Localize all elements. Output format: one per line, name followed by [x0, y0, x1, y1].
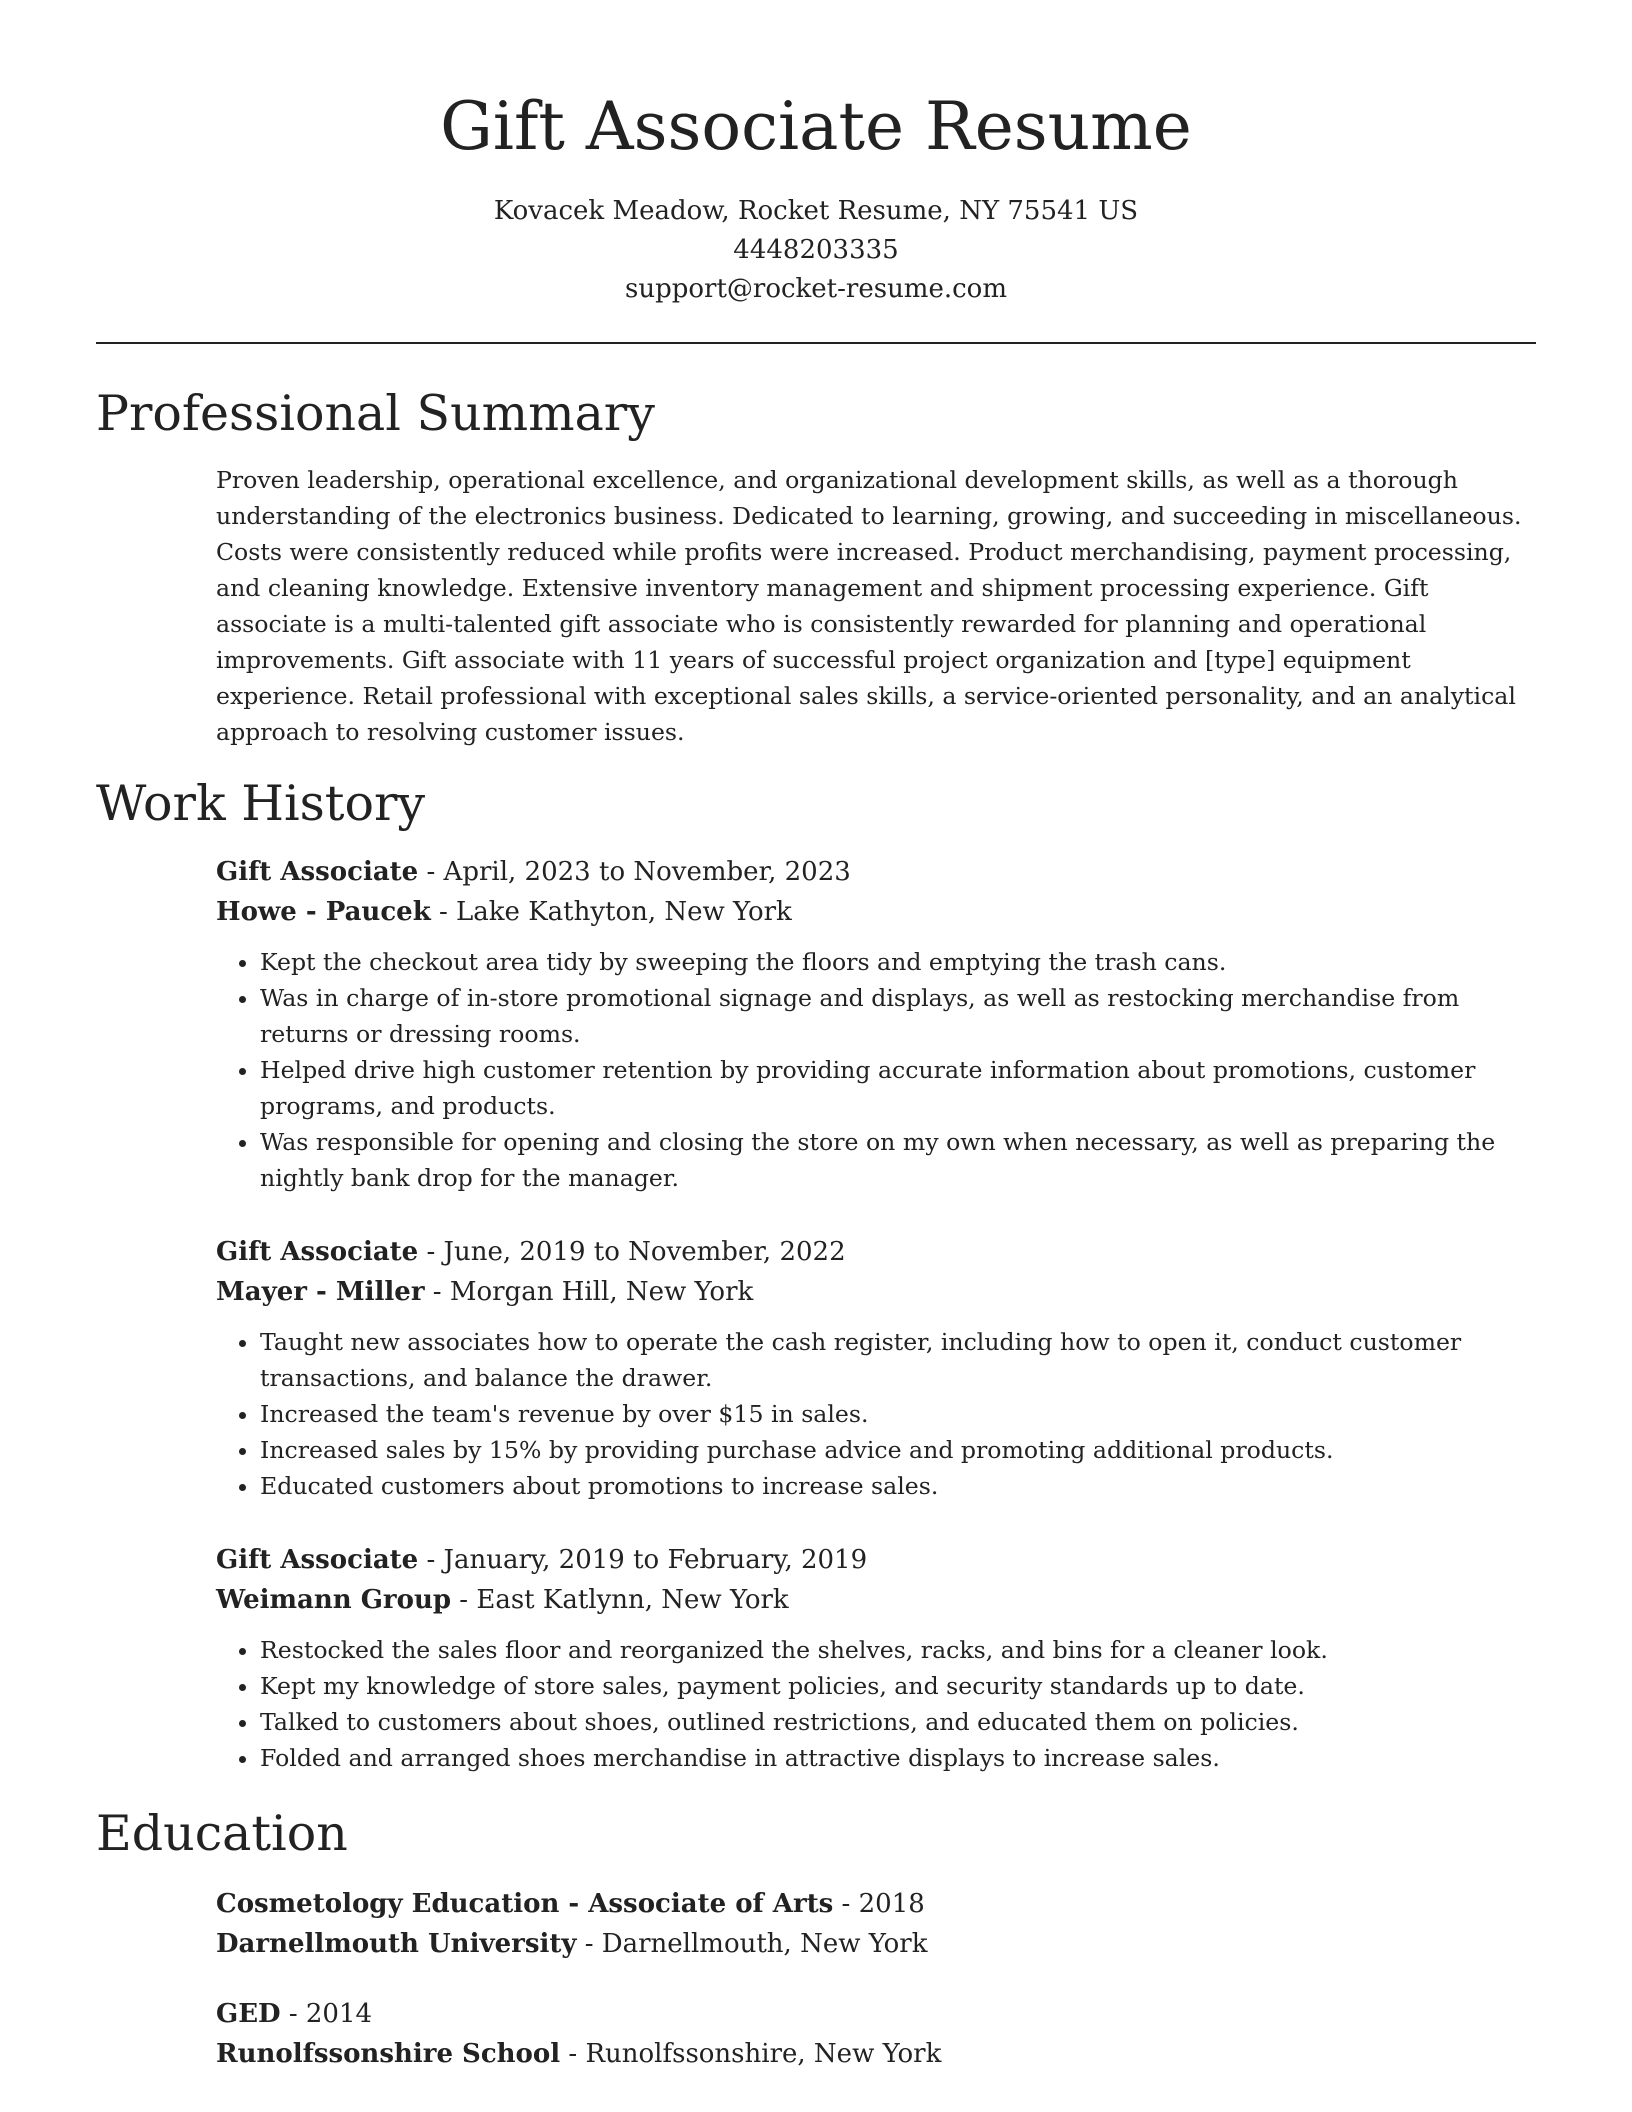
job-company-line: [216, 892, 1540, 932]
contact-phone: 4448203335: [733, 235, 899, 265]
education-school-line: [216, 1924, 1540, 1964]
job-bullet: • Restocked the sales floor and reorganized the shelves, racks, and bins for a cleaner look.: [260, 1632, 1540, 1668]
job-entry: [216, 1540, 1540, 1776]
education-year: - 2014: [280, 1999, 373, 2029]
job-location: - Lake Kathyton, New York: [430, 897, 792, 927]
job-dates: - June, 2019 to November, 2022: [418, 1237, 846, 1267]
job-bullet: • Folded and arranged shoes merchandise in attractive displays to increase sales.: [260, 1740, 1540, 1776]
job-bullet: • Was responsible for opening and closing the store on my own when necessary, as well as preparing the nightly bank drop for the manager.: [260, 1124, 1540, 1196]
resume-header: [96, 84, 1536, 309]
job-title: Gift Associate: [216, 1237, 419, 1267]
resume-title: Gift Associate Resume: [440, 88, 1192, 165]
section-heading-summary: Professional Summary: [96, 385, 655, 442]
job-bullet: • Increased the team's revenue by over $15 in sales.: [260, 1396, 1540, 1432]
contact-info: [96, 192, 1536, 309]
education-year: - 2018: [833, 1889, 925, 1919]
job-bullet: • Kept the checkout area tidy by sweeping the floors and emptying the trash cans.: [260, 944, 1540, 980]
education-location: - Darnellmouth, New York: [576, 1929, 928, 1959]
section-heading-education: Education: [96, 1805, 348, 1862]
header-divider: [96, 342, 1536, 344]
job-title: Gift Associate: [216, 857, 419, 887]
job-entry: [216, 852, 1540, 1196]
job-company-line: [216, 1580, 1540, 1620]
education-degree-line: [216, 1994, 1540, 2034]
job-bullet: • Educated customers about promotions to increase sales.: [260, 1468, 1540, 1504]
job-bullet-list: [216, 1632, 1540, 1776]
job-bullet: • Talked to customers about shoes, outlined restrictions, and educated them on policies.: [260, 1704, 1540, 1740]
job-entry: [216, 1232, 1540, 1504]
education-school-line: [216, 2034, 1540, 2074]
job-bullet: • Taught new associates how to operate the cash register, including how to open it, conduct customer transactions, and balance the drawer.: [260, 1324, 1540, 1396]
job-title-line: [216, 1232, 1540, 1272]
job-location: - East Katlynn, New York: [451, 1585, 789, 1615]
summary-text: Proven leadership, operational excellence, and organizational development skills, as well as a thorough understanding of the electronics business. Dedicated to learning, growing, and succeeding in miscellaneous. Costs were consistently reduced while profits were increased. Product merchandising, payment processing, and cleaning knowledge. Extensive inventory management and shipment processing experience. Gift associate is a multi-talented gift associate who is consistently rewarded for planning and operational improvements. Gift associate with 11 years of successful project organization and [type] equipment experience. Retail professional with exceptional sales skills, a service-oriented personality, and an analytical approach to resolving customer issues.: [216, 466, 1522, 746]
job-location: - Morgan Hill, New York: [424, 1277, 754, 1307]
job-bullet: • Increased sales by 15% by providing purchase advice and promoting additional products.: [260, 1432, 1540, 1468]
job-company-line: [216, 1272, 1540, 1312]
education-school: Runolfssonshire School: [216, 2039, 561, 2069]
job-title-line: [216, 852, 1540, 892]
contact-address: Kovacek Meadow, Rocket Resume, NY 75541 US: [493, 196, 1139, 226]
job-bullet-list: [216, 944, 1540, 1196]
job-bullet: • Kept my knowledge of store sales, payment policies, and security standards up to date.: [260, 1668, 1540, 1704]
job-company: Mayer - Miller: [216, 1277, 425, 1307]
contact-email: support@rocket-resume.com: [624, 274, 1007, 304]
job-bullet: • Helped drive high customer retention by providing accurate information about promotions, customer programs, and products.: [260, 1052, 1540, 1124]
job-bullet-list: [216, 1324, 1540, 1504]
job-company: Weimann Group: [216, 1585, 452, 1615]
education-degree: GED: [216, 1999, 281, 2029]
education-degree: Cosmetology Education - Associate of Arts: [216, 1889, 834, 1919]
education-entry: [216, 1994, 1540, 2074]
job-dates: - January, 2019 to February, 2019: [418, 1545, 868, 1575]
job-title: Gift Associate: [216, 1545, 419, 1575]
section-heading-work-history: Work History: [96, 775, 426, 832]
job-company: Howe - Paucek: [216, 897, 431, 927]
job-dates: - April, 2023 to November, 2023: [418, 857, 851, 887]
job-bullet: • Was in charge of in-store promotional signage and displays, as well as restocking merchandise from returns or dressing rooms.: [260, 980, 1540, 1052]
education-school: Darnellmouth University: [216, 1929, 577, 1959]
job-title-line: [216, 1540, 1540, 1580]
education-degree-line: [216, 1884, 1540, 1924]
education-entry: [216, 1884, 1540, 1964]
education-location: - Runolfssonshire, New York: [560, 2039, 942, 2069]
